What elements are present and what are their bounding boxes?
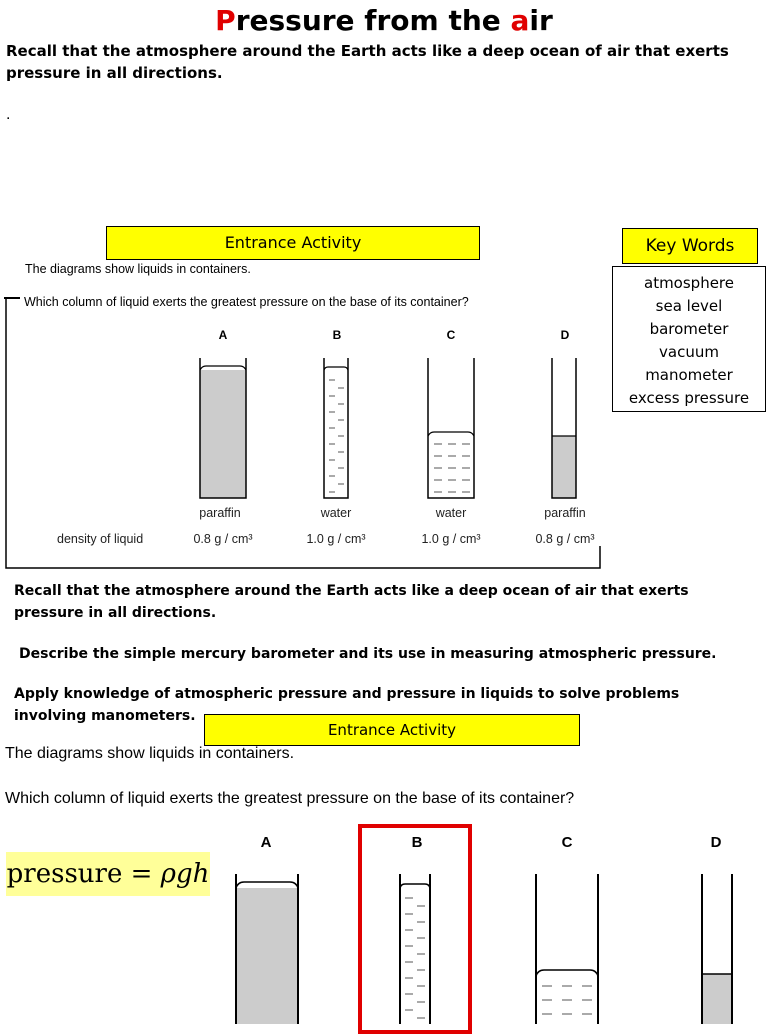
question-line2-large: Which column of liquid exerts the greatest pressure on the base of its container? xyxy=(5,790,575,807)
title-accent-a: a xyxy=(510,4,530,37)
objective-1: Recall that the atmosphere around the Earth acts like a deep ocean of air that exerts pressure in all directions. xyxy=(14,583,689,621)
keyword-item: barometer xyxy=(649,320,729,338)
stray-dot: . xyxy=(6,106,11,123)
density-b: 1.0 g / cm³ xyxy=(306,532,366,546)
key-words-list xyxy=(612,266,766,412)
keyword-item: excess pressure xyxy=(628,389,750,407)
density-c: 1.0 g / cm³ xyxy=(421,532,481,546)
keyword-item: manometer xyxy=(645,366,733,384)
answer-highlight-box xyxy=(358,824,472,1034)
containers-large xyxy=(230,870,750,1024)
column-letter-d: D xyxy=(560,328,570,342)
question-line1: The diagrams show liquids in containers. xyxy=(25,262,251,276)
liquid-name-b: water xyxy=(320,506,352,520)
objective-2: Describe the simple mercury barometer and its use in measuring atmospheric pressure. xyxy=(19,646,717,662)
density-d: 0.8 g / cm³ xyxy=(535,532,595,546)
entrance-activity-label-2: Entrance Activity xyxy=(204,714,580,746)
page-title xyxy=(0,2,768,40)
column-letter-d-large: D xyxy=(710,834,722,851)
liquid-name-c: water xyxy=(435,506,467,520)
containers-small xyxy=(190,350,610,500)
key-words-title: Key Words xyxy=(622,228,758,264)
column-letter-b-large: B xyxy=(411,834,423,851)
density-label: density of liquid xyxy=(57,532,144,546)
keyword-item: atmosphere xyxy=(644,274,734,292)
question-line1-large: The diagrams show liquids in containers. xyxy=(5,745,295,762)
keyword-item: vacuum xyxy=(659,343,719,361)
column-letter-c-large: C xyxy=(561,834,573,851)
column-letter-c: C xyxy=(446,328,456,342)
formula-right: ρgh xyxy=(160,859,210,889)
objective-3: Apply knowledge of atmospheric pressure and pressure in liquids to solve problems involving manometers. xyxy=(14,686,680,724)
keyword-item: sea level xyxy=(655,297,723,315)
intro-text: Recall that the atmosphere around the Earth acts like a deep ocean of air that exerts pressure in all directions. xyxy=(6,42,729,82)
title-text: ressure from the xyxy=(235,4,511,37)
title-text-end: ir xyxy=(529,4,553,37)
entrance-activity-label: Entrance Activity xyxy=(106,226,480,260)
column-letter-b: B xyxy=(332,328,342,342)
column-letter-a: A xyxy=(218,328,228,342)
pressure-formula xyxy=(6,852,210,896)
density-a: 0.8 g / cm³ xyxy=(193,532,253,546)
formula-left: pressure = xyxy=(6,859,161,889)
liquid-name-a: paraffin xyxy=(199,506,241,520)
column-letter-a-large: A xyxy=(260,834,272,851)
title-accent-p: P xyxy=(215,4,236,37)
question-line2: Which column of liquid exerts the greatest pressure on the base of its container? xyxy=(24,295,469,309)
liquid-name-d: paraffin xyxy=(544,506,586,520)
